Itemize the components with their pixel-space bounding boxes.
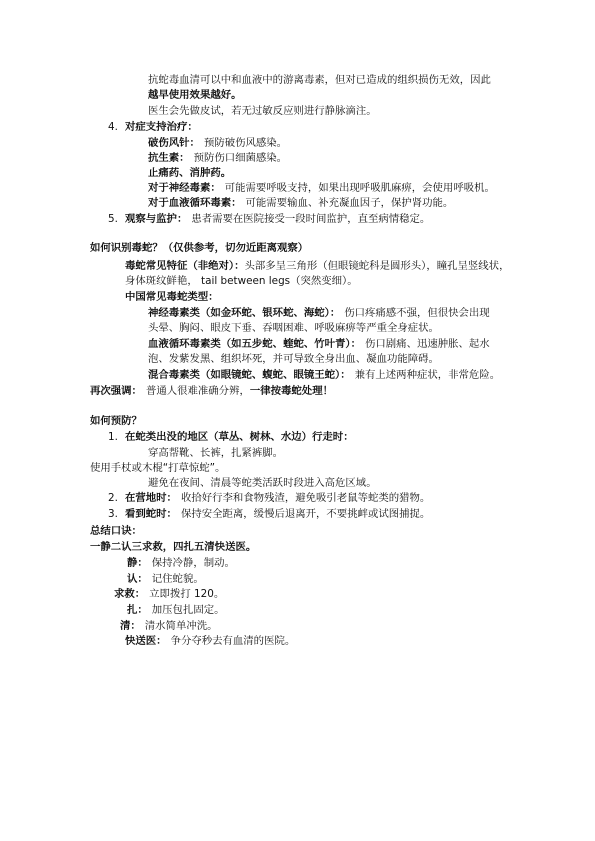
- summary-item: [125, 635, 295, 647]
- item-text: 可能需要呼吸支持，如果出现呼吸肌麻痹，会使用呼吸机。: [224, 182, 495, 194]
- item-label: 抗生素：: [148, 152, 190, 164]
- type-text: 伤口剧痛、迅速肿胀、起水: [365, 338, 490, 350]
- features-line: [125, 260, 509, 272]
- list-item: [148, 152, 287, 164]
- step-title: 对症支持治疗：: [125, 121, 198, 133]
- type-label: 血液循环毒素类（如五步蛇、蝰蛇、竹叶青）：: [148, 338, 362, 350]
- step-5: [108, 213, 430, 225]
- item-text: 清水简单冲洗。: [144, 620, 218, 632]
- list-item: 避免在夜间、清晨等蛇类活跃时段进入高危区域。: [148, 477, 377, 489]
- list-item: 穿高帮靴、长裤，扎紧裤脚。: [148, 447, 284, 459]
- list-item: [148, 197, 453, 209]
- step-label: 观察与监护：: [125, 213, 188, 225]
- step-4: [108, 121, 198, 133]
- item-text: 可能需要输血、补充凝血因子，保护肾功能。: [245, 197, 454, 209]
- reminder-text: 普通人很难准确分辨，: [145, 385, 250, 397]
- step-text: 收拾好行李和食物残渣，避免吸引老鼠等蛇类的猎物。: [180, 492, 431, 504]
- step-label: 在营地时：: [125, 492, 177, 504]
- reminder-label: 再次强调：: [90, 385, 142, 397]
- antivenom-emphasis: 越早使用效果越好。: [148, 89, 242, 101]
- item-label: 止痛药、消肿药。: [148, 167, 232, 179]
- step-number: 3.: [108, 508, 118, 520]
- item-text: 立即拨打 120。: [149, 588, 225, 600]
- item-text: 预防破伤风感染。: [203, 137, 288, 149]
- summary-item: [127, 573, 204, 585]
- step-text: 保持安全距离，缓慢后退离开，不要挑衅或试图捕捉。: [180, 508, 431, 520]
- item-label: 快送医：: [125, 635, 167, 647]
- features-text: 头部多呈三角形（但眼镜蛇科是圆形头），瞳孔呈竖线状，: [244, 260, 510, 272]
- item-text: 加压包扎固定。: [151, 604, 225, 616]
- prevention-step-1: [108, 431, 354, 443]
- list-item: [148, 167, 231, 179]
- prevention-step-2: [108, 492, 430, 504]
- snake-type-neurotoxic: [148, 307, 490, 319]
- item-label: 对于血液循环毒素：: [148, 197, 242, 209]
- snake-type-mixed: [148, 369, 500, 381]
- item-label: 对于神经毒素：: [148, 182, 221, 194]
- step-label: 看到蛇时：: [125, 508, 177, 520]
- step-title: 在蛇类出没的地区（草丛、树林、水边）行走时：: [125, 431, 354, 443]
- type-label: 混合毒素类（如眼镜蛇、蝮蛇、眼镜王蛇）：: [148, 369, 351, 381]
- item-text: 保持冷静，制动。: [151, 557, 235, 569]
- features-line: 身体斑纹鲜艳， tail between legs（突然变细）。: [125, 275, 358, 287]
- item-label: 认：: [127, 573, 148, 585]
- type-label: 神经毒素类（如金环蛇、银环蛇、海蛇）：: [148, 307, 341, 319]
- section-heading-identify: 如何识别毒蛇？（仅供参考，切勿近距离观察）: [90, 242, 309, 254]
- mnemonic: 一静二认三求救，四扎五清快送医。: [90, 541, 257, 553]
- summary-item: [114, 588, 224, 600]
- section-heading-prevention: 如何预防？: [90, 415, 142, 427]
- list-item: [148, 182, 495, 194]
- reminder: [90, 385, 333, 397]
- summary-item: [127, 557, 235, 569]
- snake-type-hemotoxic: [148, 338, 490, 350]
- item-text: 争分夺秒去有血清的医院。: [170, 635, 296, 647]
- item-text: 记住蛇貌。: [151, 573, 204, 585]
- types-heading: 中国常见毒蛇类型：: [125, 291, 219, 303]
- item-label: 求救：: [114, 588, 146, 600]
- item-label: 扎：: [127, 604, 148, 616]
- prevention-step-3: [108, 508, 430, 520]
- step-text: 患者需要在医院接受一段时间监护，直至病情稳定。: [191, 213, 431, 225]
- item-label: 清：: [120, 620, 141, 632]
- type-text-continued: 泡、发紫发黑、组织坏死，并可导致全身出血、凝血功能障碍。: [148, 353, 439, 365]
- type-text: 伤口疼痛感不强，但很快会出现: [344, 307, 490, 319]
- step-number: 1.: [108, 431, 118, 443]
- item-label: 破伤风针：: [148, 137, 200, 149]
- antivenom-skin-test: 医生会先做皮试，若无过敏反应则进行静脉滴注。: [148, 105, 377, 117]
- type-text: 兼有上述两种症状，非常危险。: [354, 369, 501, 381]
- step-number: 4.: [108, 121, 118, 133]
- item-text: 预防伤口细菌感染。: [193, 152, 288, 164]
- summary-item: [120, 620, 218, 632]
- features-label: 毒蛇常见特征（非绝对）：: [125, 260, 245, 272]
- summary-item: [127, 604, 225, 616]
- step-number: 2.: [108, 492, 118, 504]
- section-heading-summary: 总结口诀：: [90, 525, 142, 537]
- antivenom-text: 抗蛇毒血清可以中和血液中的游离毒素，但对已造成的组织损伤无效，因此: [148, 74, 491, 86]
- list-item: 使用手杖或木棍“打草惊蛇”。: [90, 462, 226, 474]
- list-item: [148, 137, 287, 149]
- item-label: 静：: [127, 557, 148, 569]
- step-number: 5.: [108, 213, 118, 225]
- reminder-emphasis: 一律按毒蛇处理！: [249, 385, 333, 397]
- type-text-continued: 头晕、胸闷、眼皮下垂、吞咽困难、呼吸麻痹等严重全身症状。: [148, 322, 439, 334]
